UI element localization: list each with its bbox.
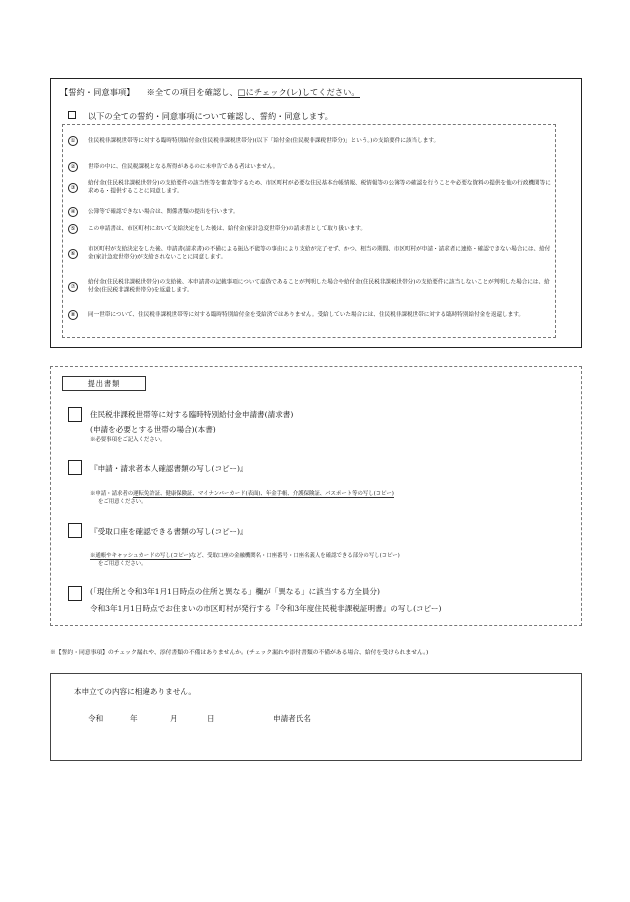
- doc2-checkbox[interactable]: [68, 460, 82, 475]
- doc2-note-continued: をご用意ください。: [98, 499, 147, 505]
- oath-item: [68, 162, 552, 172]
- item-text: 給付金(住民税非課税世帯分)の支給要件の該当性等を審査等するため、市区町村が必要な住民基本台帳情報、税情報等の公簿等の確認を行うことや必要な資料の提供を他の行政機関等に求める・提供することに同意します。: [88, 180, 551, 195]
- item-number: ⑦: [68, 282, 78, 292]
- date-month-label: 月: [170, 714, 178, 723]
- doc3-note-continued: をご用意ください。: [98, 561, 147, 567]
- oath-title-label: 【誓約・同意事項】: [60, 87, 135, 97]
- doc3-checkbox[interactable]: [68, 523, 82, 538]
- date-day-label: 日: [207, 714, 215, 723]
- doc2-note-underlined: 運転免許証、健康保険証、マイナンバーカード(表面)、年金手帳、介護保険証、パスポート等の写し(コピー): [133, 491, 394, 497]
- applicant-name-label: 申請者氏名: [273, 714, 311, 723]
- oath-item: [68, 278, 552, 296]
- date-era-label: 令和: [88, 714, 104, 723]
- item-number: ②: [68, 162, 78, 172]
- doc3-note-suffix: など、受取口座の金融機関名・口座番号・口座名義人を確認できる部分の写し(コピー): [190, 553, 400, 559]
- item-text: 給付金(住民税非課税世帯分)の支給後、本申請書の記載事項について虚偽であることが判明した場合や給付金(住民税非課税世帯分)の支給要件に該当しないことが判明した場合には、給付金(住民税非課税世帯分)を返還します。: [88, 279, 550, 294]
- oath-section-title: [60, 87, 360, 98]
- doc3-note: [90, 553, 400, 561]
- doc2-note-prefix: ※申請・請求者の: [90, 491, 134, 497]
- item-number: ⑤: [68, 224, 78, 234]
- oath-item: [68, 179, 552, 197]
- doc4-title: 令和3年1月1日時点でお住まいの市区町村が発行する『令和3年度住民税非課税証明書』の写し(コピー): [90, 604, 442, 613]
- oath-item: [68, 224, 552, 234]
- doc2-title: 『申請・請求者本人確認書類の写し(コピー)』: [90, 464, 248, 473]
- doc4-condition: (「現住所と令和3年1月1日時点の住所と異なる」欄が「異なる」に該当する方全員分): [90, 587, 380, 596]
- declaration-statement: 本申立ての内容に相違ありません。: [74, 687, 196, 696]
- item-number: ③: [68, 183, 78, 193]
- doc1-title: 住民税非課税世帯等に対する臨時特別給付金申請書(請求書): [90, 410, 294, 419]
- item-text: 公簿等で確認できない場合は、関係書類の提出を行います。: [88, 208, 239, 215]
- doc3-note-underlined: ※通帳やキャッシュカードの写し(コピー): [90, 553, 191, 559]
- item-number: ④: [68, 207, 78, 217]
- doc1-subtitle: (申請を必要とする世帯の場合)(本書): [90, 425, 216, 434]
- doc2-note: [90, 491, 394, 499]
- oath-item: [68, 207, 552, 217]
- date-year-label: 年: [130, 714, 138, 723]
- oath-agree-label: 以下の全ての誓約・同意事項について確認し、誓約・同意します。: [88, 111, 333, 121]
- item-text: 世帯の中に、住民税課税となる所得があるのに未申告である者はいません。: [88, 163, 279, 170]
- oath-agree-checkbox[interactable]: [68, 111, 76, 119]
- checklist-warning: ※【誓約・同意事項】のチェック漏れや、添付書類の不備はありませんか。(チェック漏れや添付書類の不備がある場合、給付を受けられません。): [50, 650, 429, 656]
- item-number: ⑥: [68, 249, 78, 259]
- item-text: 市区町村が支給決定をした後、申請書(請求書)の不備による振込不能等の事由により支給が完了せず、かつ、相当の期間、市区町村が申請・請求者に連絡・確認できない場合には、給付金(家計急変世帯分)が支給されないことに同意します。: [88, 246, 551, 261]
- oath-agree-row: [68, 111, 333, 122]
- item-text: 住民税非課税世帯等に対する臨時特別給付金(住民税非課税世帯分)(以下「給付金(住民税非課税世帯分)」という。)の支給要件に該当します。: [88, 137, 440, 144]
- oath-item: [68, 245, 552, 263]
- doc4-checkbox[interactable]: [68, 586, 82, 601]
- doc1-note: ※必要事項をご記入ください。: [90, 437, 166, 443]
- item-text: 同一世帯について、住民税非課税世帯等に対する臨時特別給付金を受給済ではありません。受給していた場合には、住民税非課税世帯に対する臨時特別給付金を返還します。: [88, 311, 524, 318]
- documents-label: 提出書類: [62, 376, 146, 391]
- item-number: ⑧: [68, 310, 78, 320]
- item-number: ①: [68, 136, 78, 146]
- doc3-title: 『受取口座を確認できる書類の写し(コピー)』: [90, 527, 248, 536]
- oath-instruction: ※全ての項目を確認し、: [146, 87, 238, 97]
- oath-item: [68, 132, 552, 150]
- oath-instruction-underlined: □にチェック(レ)してください。: [237, 87, 360, 97]
- item-text: この申請書は、市区町村において支給決定をした後は、給付金(家計急変世帯分)の請求書として取り扱います。: [88, 225, 367, 232]
- doc1-checkbox[interactable]: [68, 407, 82, 422]
- oath-item: [68, 306, 552, 324]
